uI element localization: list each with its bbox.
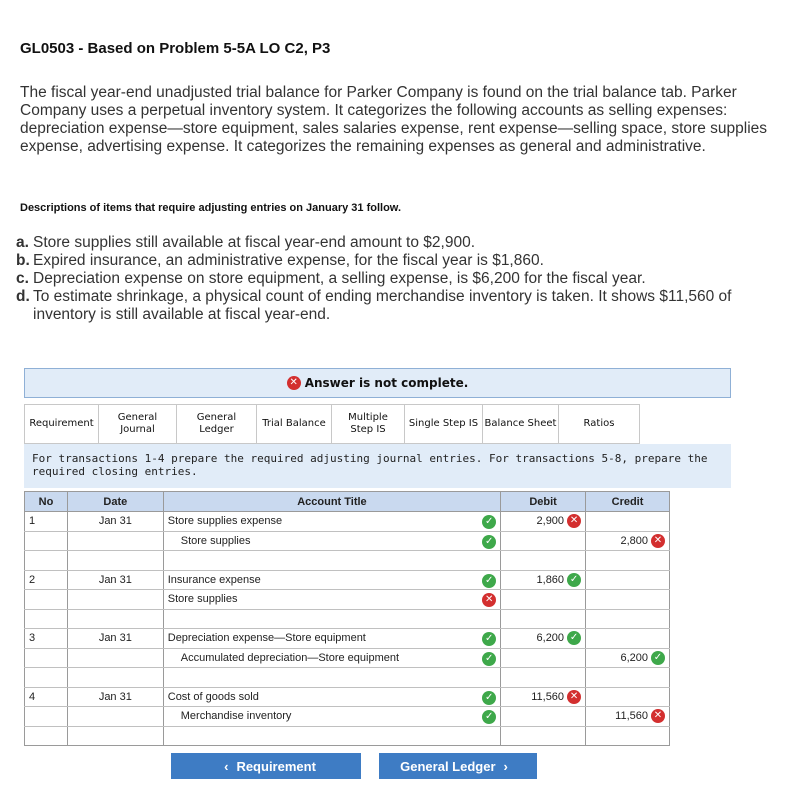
check-circle-icon: ✓ <box>482 632 496 646</box>
problem-intro: The fiscal year-end unadjusted trial balance for Parker Company is found on the trial balance tab. Parker Company uses a perpetual inventory system. It categorizes the following accounts as selling expenses: depreciation expense—store equipment, sales salaries expense, rent expense—selling space, store supplies expense, advertising expense. It categorizes the remaining expenses as general and administrative. <box>20 84 768 155</box>
debit-amount: 2,900 <box>536 515 565 528</box>
adjustment-items-list <box>16 234 791 324</box>
credit-amount: 2,800 <box>620 534 648 547</box>
entry-number-cell <box>25 707 68 727</box>
credit-field[interactable] <box>586 590 670 610</box>
date-cell[interactable] <box>67 668 163 688</box>
entry-number-cell: 4 <box>25 687 68 707</box>
debit-field[interactable] <box>501 687 586 707</box>
header-no: No <box>25 492 68 512</box>
credit-field[interactable] <box>586 629 670 649</box>
date-cell[interactable] <box>67 531 163 551</box>
x-circle-icon: ✕ <box>567 690 581 704</box>
credit-field[interactable] <box>586 609 670 629</box>
answer-status-banner <box>24 368 731 398</box>
account-title-field[interactable] <box>163 570 500 590</box>
entry-number-cell <box>25 609 68 629</box>
prev-button-label: Requirement <box>236 758 316 774</box>
account-title-text: Store supplies <box>180 534 251 547</box>
account-title-field[interactable] <box>163 668 500 688</box>
table-row <box>25 590 670 610</box>
x-circle-icon: ✕ <box>482 593 496 607</box>
date-cell[interactable] <box>67 590 163 610</box>
item-text: Store supplies still available at fiscal year-end amount to $2,900. <box>33 234 475 251</box>
debit-field[interactable] <box>501 629 586 649</box>
account-title-field[interactable] <box>163 609 500 629</box>
account-title-field[interactable] <box>163 590 500 610</box>
journal-body <box>25 512 670 746</box>
entry-number-cell <box>25 648 68 668</box>
account-title-text: Insurance expense <box>167 573 261 586</box>
entry-number-cell <box>25 590 68 610</box>
debit-field[interactable] <box>501 551 586 571</box>
debit-amount: 1,860 <box>536 573 565 586</box>
account-title-text: Accumulated depreciation—Store equipment <box>180 651 400 664</box>
table-row <box>25 629 670 649</box>
adjustment-item <box>16 288 791 324</box>
next-general-ledger-button[interactable] <box>379 753 537 779</box>
x-circle-icon: ✕ <box>287 376 301 390</box>
debit-field[interactable] <box>501 570 586 590</box>
tab-balance-sheet[interactable]: Balance Sheet <box>482 404 558 444</box>
table-row <box>25 648 670 668</box>
item-letter: b. <box>16 252 30 269</box>
entry-number-cell <box>25 668 68 688</box>
tab-multiple-step-is[interactable]: Multiple Step IS <box>331 404 404 444</box>
credit-field[interactable] <box>586 707 670 727</box>
x-circle-icon: ✕ <box>651 534 665 548</box>
journal-entry-table <box>24 491 670 746</box>
check-circle-icon: ✓ <box>482 652 496 666</box>
debit-field[interactable] <box>501 648 586 668</box>
item-text: Depreciation expense on store equipment, a selling expense, is $6,200 for the fiscal year. <box>33 270 646 287</box>
tab-single-step-is[interactable]: Single Step IS <box>404 404 482 444</box>
credit-field[interactable] <box>586 551 670 571</box>
table-row <box>25 707 670 727</box>
check-circle-icon: ✓ <box>567 631 581 645</box>
account-title-field[interactable] <box>163 512 500 532</box>
header-account-title: Account Title <box>163 492 500 512</box>
journal-header-row <box>25 492 670 512</box>
table-row <box>25 668 670 688</box>
adjustment-item <box>16 234 791 252</box>
check-circle-icon: ✓ <box>482 574 496 588</box>
adjustment-item <box>16 270 791 288</box>
date-cell[interactable] <box>67 648 163 668</box>
account-title-field[interactable] <box>163 707 500 727</box>
date-cell[interactable]: Jan 31 <box>67 629 163 649</box>
check-circle-icon: ✓ <box>482 710 496 724</box>
date-cell[interactable]: Jan 31 <box>67 687 163 707</box>
debit-field[interactable] <box>501 512 586 532</box>
date-cell[interactable] <box>67 609 163 629</box>
credit-field[interactable] <box>586 687 670 707</box>
date-cell[interactable] <box>67 551 163 571</box>
header-date: Date <box>67 492 163 512</box>
account-title-field[interactable] <box>163 687 500 707</box>
entry-number-cell: 1 <box>25 512 68 532</box>
tab-bar <box>24 404 640 444</box>
account-title-text: Depreciation expense—Store equipment <box>167 632 366 645</box>
credit-amount: 11,560 <box>615 710 648 723</box>
table-row <box>25 551 670 571</box>
item-letter: d. <box>16 288 30 305</box>
account-title-field[interactable] <box>163 531 500 551</box>
tab-general-journal[interactable]: General Journal <box>98 404 176 444</box>
chevron-right-icon: › <box>503 758 508 774</box>
debit-field[interactable] <box>501 726 586 746</box>
check-circle-icon: ✓ <box>651 651 665 665</box>
credit-field[interactable] <box>586 531 670 551</box>
table-row <box>25 609 670 629</box>
debit-amount: 6,200 <box>536 632 565 645</box>
account-title-text: Merchandise inventory <box>180 710 292 723</box>
debit-field[interactable] <box>501 590 586 610</box>
debit-field[interactable] <box>501 609 586 629</box>
credit-field[interactable] <box>586 570 670 590</box>
account-title-text: Cost of goods sold <box>167 690 259 703</box>
header-debit: Debit <box>501 492 586 512</box>
credit-amount: 6,200 <box>620 651 648 664</box>
debit-field[interactable] <box>501 707 586 727</box>
entry-number-cell: 2 <box>25 570 68 590</box>
date-cell[interactable] <box>67 726 163 746</box>
table-row <box>25 726 670 746</box>
date-cell[interactable] <box>67 707 163 727</box>
item-letter: a. <box>16 234 29 251</box>
entry-number-cell: 3 <box>25 629 68 649</box>
check-circle-icon: ✓ <box>482 515 496 529</box>
debit-field[interactable] <box>501 668 586 688</box>
account-title-field[interactable] <box>163 726 500 746</box>
credit-field[interactable] <box>586 726 670 746</box>
adjustment-item <box>16 252 791 270</box>
tab-trial-balance[interactable]: Trial Balance <box>256 404 331 444</box>
credit-field[interactable] <box>586 668 670 688</box>
instructions-panel: For transactions 1-4 prepare the required adjusting journal entries. For transactions 5-8, prepare the required closing entries. <box>24 444 731 488</box>
chevron-left-icon: ‹ <box>224 758 229 774</box>
tab-ratios[interactable]: Ratios <box>558 404 640 444</box>
entry-number-cell <box>25 726 68 746</box>
answer-status-text: Answer is not complete. <box>304 376 469 390</box>
account-title-field[interactable] <box>163 648 500 668</box>
credit-field[interactable] <box>586 512 670 532</box>
date-cell[interactable]: Jan 31 <box>67 512 163 532</box>
items-subheading: Descriptions of items that require adjusting entries on January 31 follow. <box>20 202 402 214</box>
x-circle-icon: ✕ <box>651 709 665 723</box>
tab-general-ledger[interactable]: General Ledger <box>176 404 256 444</box>
table-row <box>25 512 670 532</box>
item-letter: c. <box>16 270 29 287</box>
debit-field[interactable] <box>501 531 586 551</box>
account-title-text: Store supplies expense <box>167 515 283 528</box>
item-text: Expired insurance, an administrative expense, for the fiscal year is $1,860. <box>33 252 544 269</box>
entry-number-cell <box>25 531 68 551</box>
table-row <box>25 570 670 590</box>
x-circle-icon: ✕ <box>567 514 581 528</box>
item-text: To estimate shrinkage, a physical count of ending merchandise inventory is taken. It shows $11,560 of inventory is still available at fiscal year-end. <box>33 288 732 323</box>
problem-title: GL0503 - Based on Problem 5-5A LO C2, P3 <box>20 40 331 57</box>
account-title-field[interactable] <box>163 629 500 649</box>
check-circle-icon: ✓ <box>567 573 581 587</box>
date-cell[interactable]: Jan 31 <box>67 570 163 590</box>
check-circle-icon: ✓ <box>482 535 496 549</box>
table-row <box>25 687 670 707</box>
check-circle-icon: ✓ <box>482 691 496 705</box>
prev-requirement-button[interactable] <box>171 753 361 779</box>
header-credit: Credit <box>586 492 670 512</box>
tab-requirement[interactable]: Requirement <box>24 404 98 444</box>
account-title-field[interactable] <box>163 551 500 571</box>
table-row <box>25 531 670 551</box>
credit-field[interactable] <box>586 648 670 668</box>
account-title-text: Store supplies <box>167 593 238 606</box>
debit-amount: 11,560 <box>531 690 565 703</box>
entry-number-cell <box>25 551 68 571</box>
next-button-label: General Ledger <box>400 758 496 774</box>
